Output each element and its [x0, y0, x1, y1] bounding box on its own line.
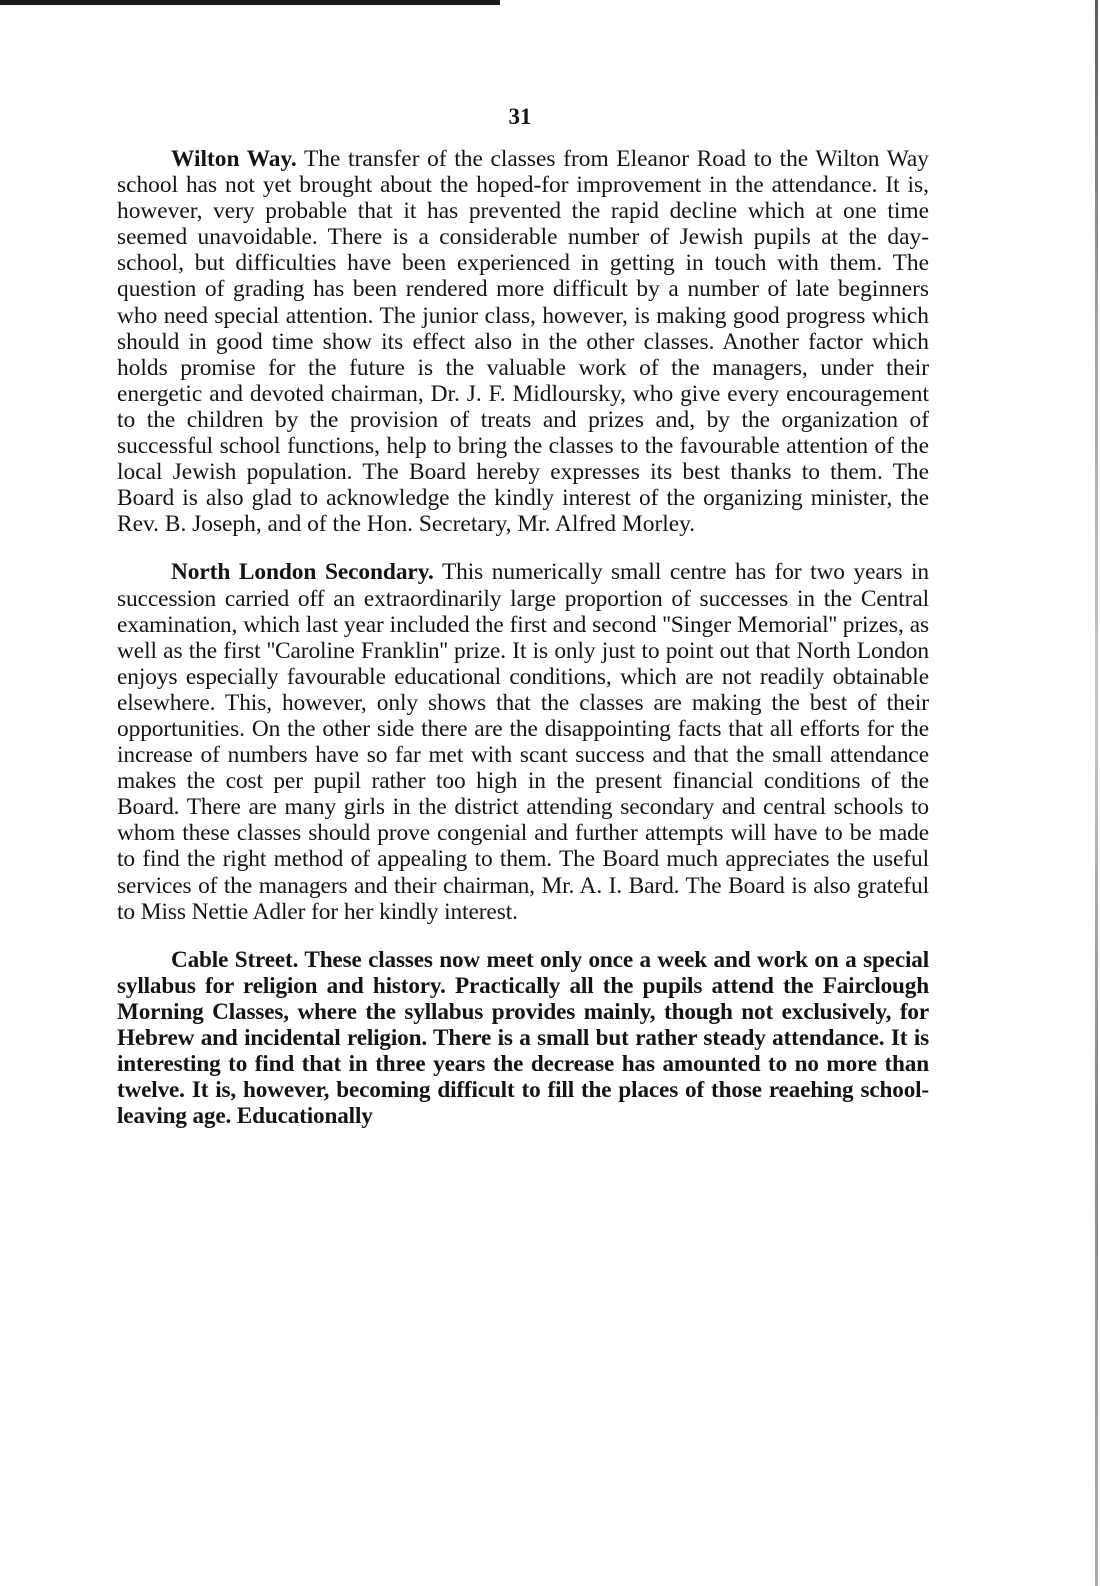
- page-number: 31: [508, 104, 532, 129]
- section-heading: Wilton Way.: [171, 146, 297, 172]
- section-body: These classes now meet only once a week and work on a special syllabus for religion and history. Practically all the pupils attend the Fairclough Morning Classes, where the syllabus provides mainly, though not exclusively, for Hebrew and incidental religion. There is a small but rather steady attendance. It is interesting to find that in three years the decrease has amounted to no more than twelve. It is, however, becoming difficult to fill the places of those reaehing school-leaving age. Educationally: [117, 946, 929, 1130]
- scan-top-edge: [0, 0, 500, 5]
- page-body: [117, 146, 929, 1151]
- section-north-london-secondary: [117, 559, 929, 924]
- section-heading: North London Secondary.: [171, 559, 434, 586]
- section-heading: Cable Street.: [171, 946, 299, 973]
- section-body: This numerically small centre has for two years in succession carried off an extraordinarily large proportion of successes in the Central examination, which last year included the first and second ''Singer Memorial'' prizes, as well as the first ''Caroline Franklin'' prize. It is only just to point out that North London enjoys especially favourable educational conditions, which are not readily obtainable elsewhere. This, however, only shows that the classes are making the best of their opportunities. On the other side there are the disappointing facts that all efforts for the increase of numbers have so far met with scant success and that the small attendance makes the cost per pupil rather too high in the present financial conditions of the Board. There are many girls in the district attending secondary and central schools to whom these classes should prove congenial and further attempts will have to be made to find the right method of appealing to them. The Board much appreciates the useful services of the managers and their chairman, Mr. A. I. Bard. The Board is also grateful to Miss Nettie Adler for her kindly interest.: [117, 559, 930, 925]
- section-cable-street: [117, 947, 929, 1130]
- scan-right-edge: [1095, 0, 1098, 1586]
- section-body: The transfer of the classes from Eleanor Road to the Wilton Way school has not yet brought about the hoped-for improvement in the attendance. It is, however, very probable that it has prevented the rapid decline which at one time seemed unavoidable. There is a considerable number of Jewish pupils at the day-school, but difficulties have been experienced in getting in touch with them. The question of grading has been rendered more difficult by a number of late beginners who need special attention. The junior class, however, is making good progress which should in good time show its effect also in the other classes. Another factor which holds promise for the future is the valuable work of the managers, under their energetic and devoted chairman, Dr. J. F. Midloursky, who give every encouragement to the children by the provision of treats and prizes and, by the organization of successful school functions, help to bring the classes to the favourable attention of the local Jewish population. The Board hereby expresses its best thanks to them. The Board is also glad to acknowledge the kindly interest of the organizing minister, the Rev. B. Joseph, and of the Hon. Secretary, Mr. Alfred Morley.: [117, 146, 929, 538]
- section-wilton-way: [117, 146, 929, 537]
